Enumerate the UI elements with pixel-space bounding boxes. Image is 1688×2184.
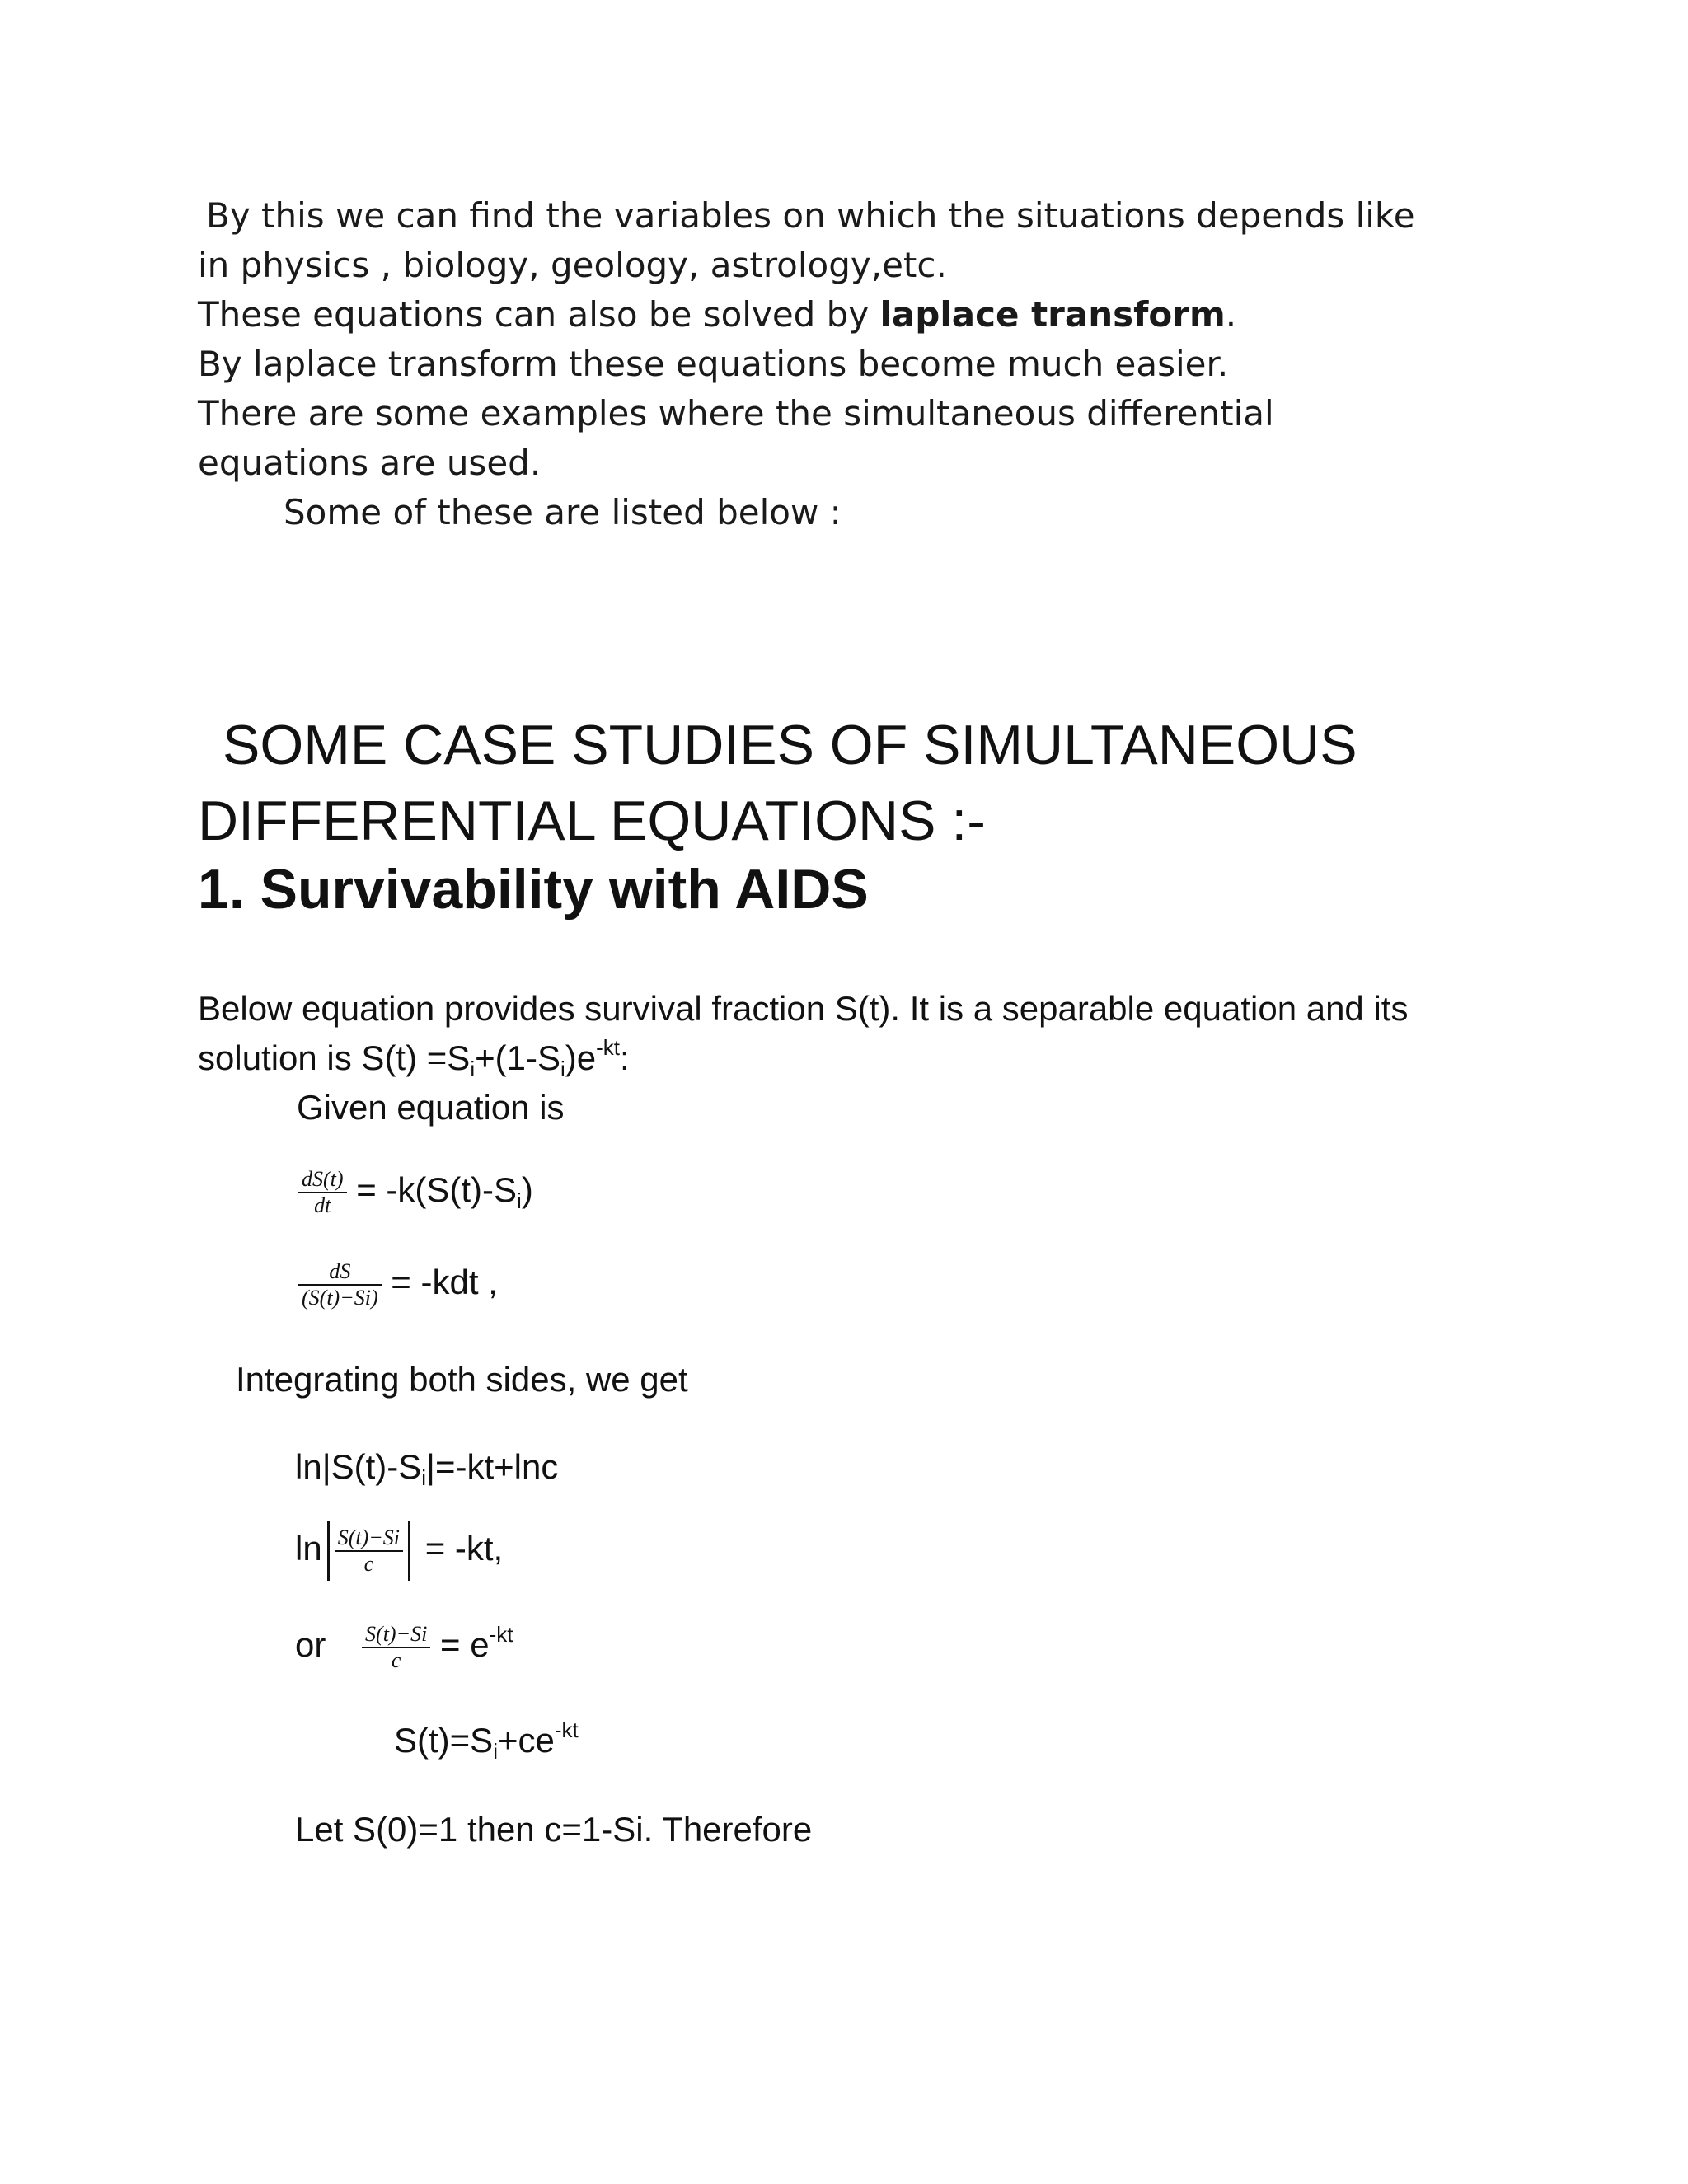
intro-line: equations are used.: [198, 443, 542, 483]
text-run: :: [620, 1038, 630, 1077]
body-paragraph-line: [198, 1035, 630, 1081]
abs-bar-right: [408, 1521, 410, 1581]
fraction: [335, 1526, 403, 1577]
fraction-numerator: S(t)−Si: [362, 1622, 430, 1648]
equation-text: = -kdt ,: [391, 1263, 498, 1302]
body-paragraph-line: Below equation provides survival fraction S(t). It is a separable equation and its: [198, 989, 1409, 1028]
equation-6: [394, 1718, 579, 1764]
equation-text: ln: [295, 1529, 322, 1568]
equation-1: [298, 1167, 533, 1218]
intro-line: There are some examples where the simultaneous differential: [198, 393, 1274, 434]
equation-text: +ce: [497, 1721, 555, 1760]
fraction-numerator: dS: [298, 1259, 382, 1286]
fraction-numerator: S(t)−Si: [335, 1526, 403, 1552]
subscript: i: [421, 1465, 427, 1490]
integrating-label: Integrating both sides, we get: [236, 1360, 688, 1399]
heading-line: SOME CASE STUDIES OF SIMULTANEOUS: [223, 714, 1357, 776]
subscript: i: [493, 1739, 498, 1764]
section-title: 1. Survivability with AIDS: [198, 858, 869, 921]
fraction: [298, 1167, 347, 1218]
intro-line: in physics , biology, geology, astrology,etc.: [198, 245, 947, 285]
heading-line: DIFFERENTIAL EQUATIONS :-: [198, 790, 986, 852]
subscript: i: [517, 1188, 522, 1214]
intro-line: Some of these are listed below :: [284, 492, 842, 532]
text-run: +(1-S: [475, 1038, 560, 1077]
given-label: Given equation is: [297, 1088, 565, 1127]
text-run: solution is S(t) =S: [198, 1038, 471, 1077]
equation-text: or: [295, 1625, 326, 1665]
let-statement: Let S(0)=1 then c=1-Si. Therefore: [295, 1810, 813, 1849]
text-run: )e: [565, 1038, 597, 1077]
equation-2: [298, 1259, 498, 1310]
equation-3: [295, 1447, 559, 1490]
fraction-denominator: dt: [314, 1193, 331, 1217]
laplace-transform-bold: laplace transform: [879, 294, 1226, 335]
equation-text: ln|S(t)-S: [295, 1447, 422, 1486]
case-studies-heading: [198, 707, 1517, 859]
fraction-numerator: dS(t): [298, 1167, 347, 1193]
equation-text: = -kt,: [424, 1529, 504, 1568]
intro-line: By laplace transform these equations become much easier.: [198, 344, 1229, 384]
equation-text: = -k(S(t)-S: [356, 1170, 518, 1210]
equation-text: |=-kt+lnc: [426, 1447, 559, 1486]
superscript: -kt: [554, 1718, 579, 1742]
fraction: [298, 1259, 382, 1310]
abs-bar-left: [327, 1521, 330, 1581]
intro-text: .: [1225, 294, 1237, 335]
equation-text: = e: [440, 1625, 490, 1665]
subscript: i: [560, 1057, 565, 1081]
superscript: -kt: [489, 1622, 513, 1647]
intro-paragraph: [198, 191, 1484, 537]
fraction-denominator: c: [391, 1648, 401, 1672]
equation-text: ): [521, 1170, 533, 1210]
intro-line: [198, 290, 1484, 340]
fraction-denominator: (S(t)−Si): [302, 1286, 378, 1310]
equation-4: [295, 1521, 503, 1581]
fraction-denominator: c: [363, 1552, 374, 1576]
superscript: -kt: [596, 1035, 620, 1060]
subscript: i: [470, 1057, 476, 1081]
equation-5: [295, 1622, 513, 1673]
equation-text: S(t)=S: [394, 1721, 494, 1760]
intro-text: These equations can also be solved by: [198, 294, 880, 335]
fraction: [362, 1622, 430, 1673]
intro-line: By this we can find the variables on which the situations depends like: [206, 195, 1415, 236]
